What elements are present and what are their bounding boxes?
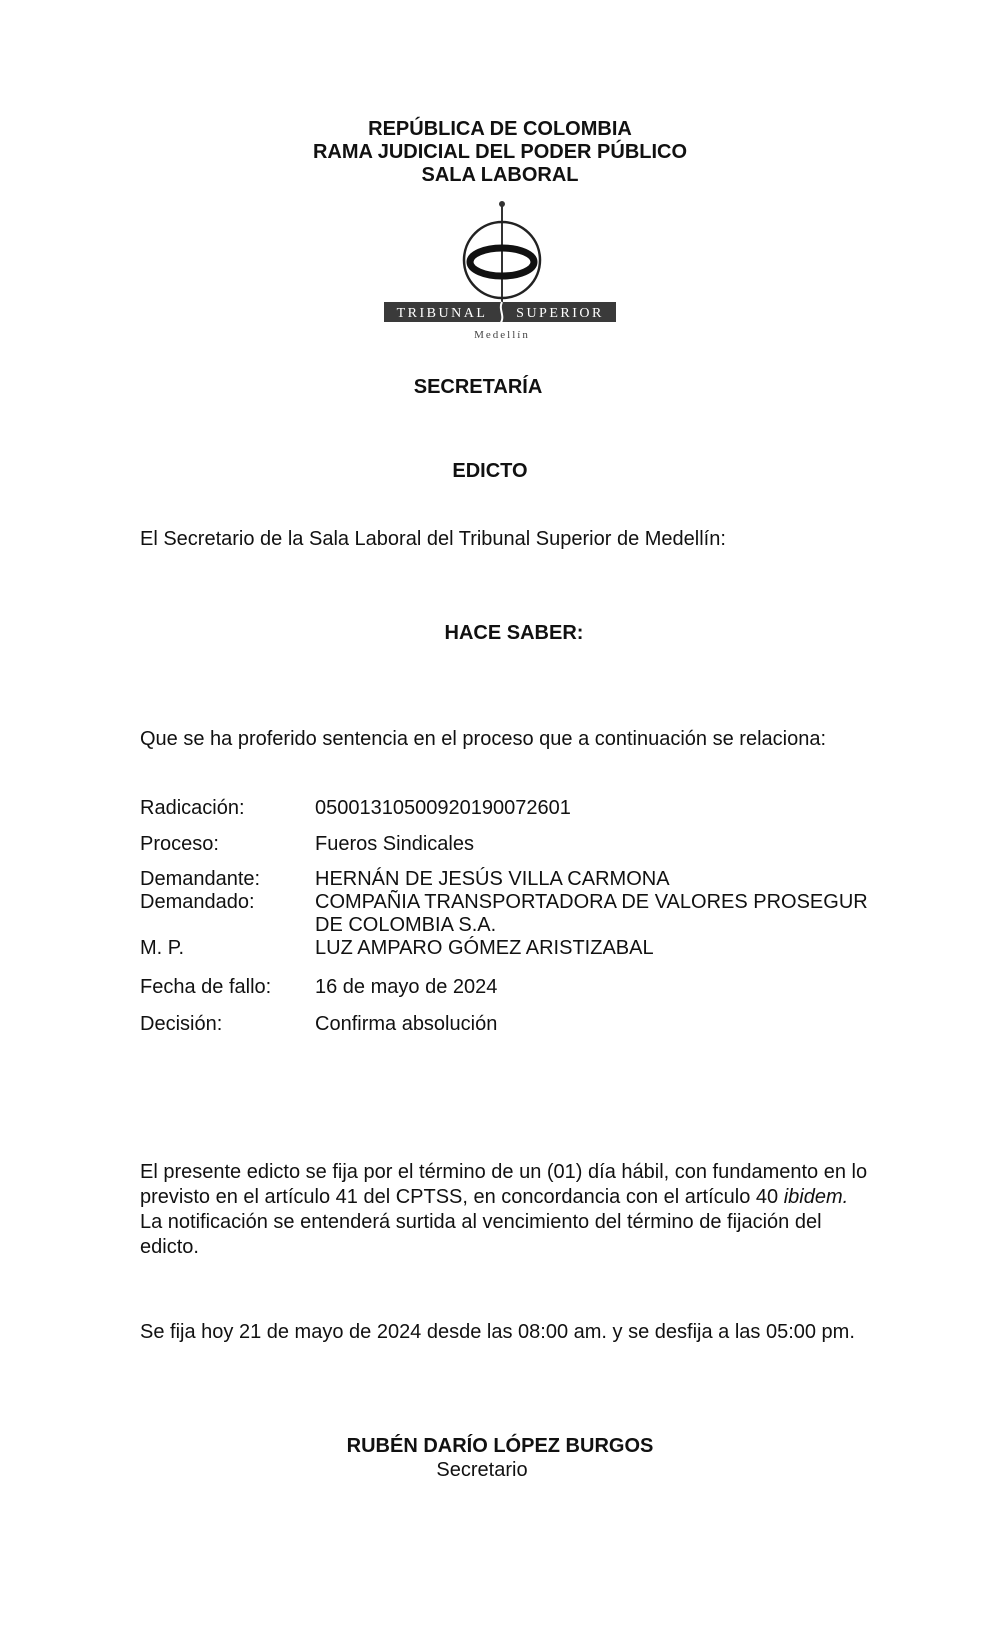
secretaria-heading: SECRETARÍA: [413, 376, 543, 398]
logo-text-left: TRIBUNAL: [396, 306, 488, 321]
notice-italic: ibidem.: [783, 1186, 849, 1208]
header-country: REPÚBLICA DE COLOMBIA: [368, 118, 632, 140]
demandante-label: Demandante:: [140, 868, 261, 890]
header-chamber: SALA LABORAL: [421, 164, 579, 186]
notice-part2: La notificación se entenderá surtida al vencimiento del término de fijación del edicto.: [140, 1211, 822, 1258]
tribunal-logo: [380, 198, 620, 344]
proceso-value: Fueros Sindicales: [315, 833, 474, 855]
notice-part1: El presente edicto se fija por el término de un (01) día hábil, con fundamento en lo previsto en el artículo 41 del CPTSS, en concordancia con el artículo 40: [140, 1161, 868, 1208]
edicto-heading: EDICTO: [452, 460, 528, 482]
mp-value: LUZ AMPARO GÓMEZ ARISTIZABAL: [315, 937, 654, 959]
proceso-label: Proceso:: [140, 833, 219, 855]
intro-text: El Secretario de la Sala Laboral del Tribunal Superior de Medellín:: [140, 528, 726, 550]
demandado-value-line2: DE COLOMBIA S.A.: [315, 914, 497, 936]
logo-text-right: SUPERIOR: [516, 306, 604, 321]
demandante-value: HERNÁN DE JESÚS VILLA CARMONA: [315, 868, 670, 890]
fecha-label: Fecha de fallo:: [140, 976, 272, 998]
signature-name: RUBÉN DARÍO LÓPEZ BURGOS: [346, 1435, 654, 1457]
radicacion-value: 05001310500920190072601: [315, 797, 571, 819]
signature-role: Secretario: [436, 1459, 528, 1481]
notice-paragraph: [140, 1160, 875, 1260]
lead-text: Que se ha proferido sentencia en el proceso que a continuación se relaciona:: [140, 728, 827, 750]
hace-saber-heading: HACE SABER:: [444, 622, 584, 644]
logo-city: Medellín: [474, 329, 530, 341]
demandado-label: Demandado:: [140, 891, 255, 913]
demandado-value-line1: COMPAÑIA TRANSPORTADORA DE VALORES PROSEGUR: [315, 891, 868, 913]
tribunal-logo-icon: [380, 198, 620, 344]
decision-label: Decisión:: [140, 1013, 223, 1035]
fecha-value: 16 de mayo de 2024: [315, 976, 498, 998]
fixed-date-text: Se fija hoy 21 de mayo de 2024 desde las 08:00 am. y se desfija a las 05:00 pm.: [140, 1321, 855, 1343]
radicacion-label: Radicación:: [140, 797, 245, 819]
header-branch: RAMA JUDICIAL DEL PODER PÚBLICO: [312, 141, 688, 163]
decision-value: Confirma absolución: [315, 1013, 498, 1035]
mp-label: M. P.: [140, 937, 185, 959]
